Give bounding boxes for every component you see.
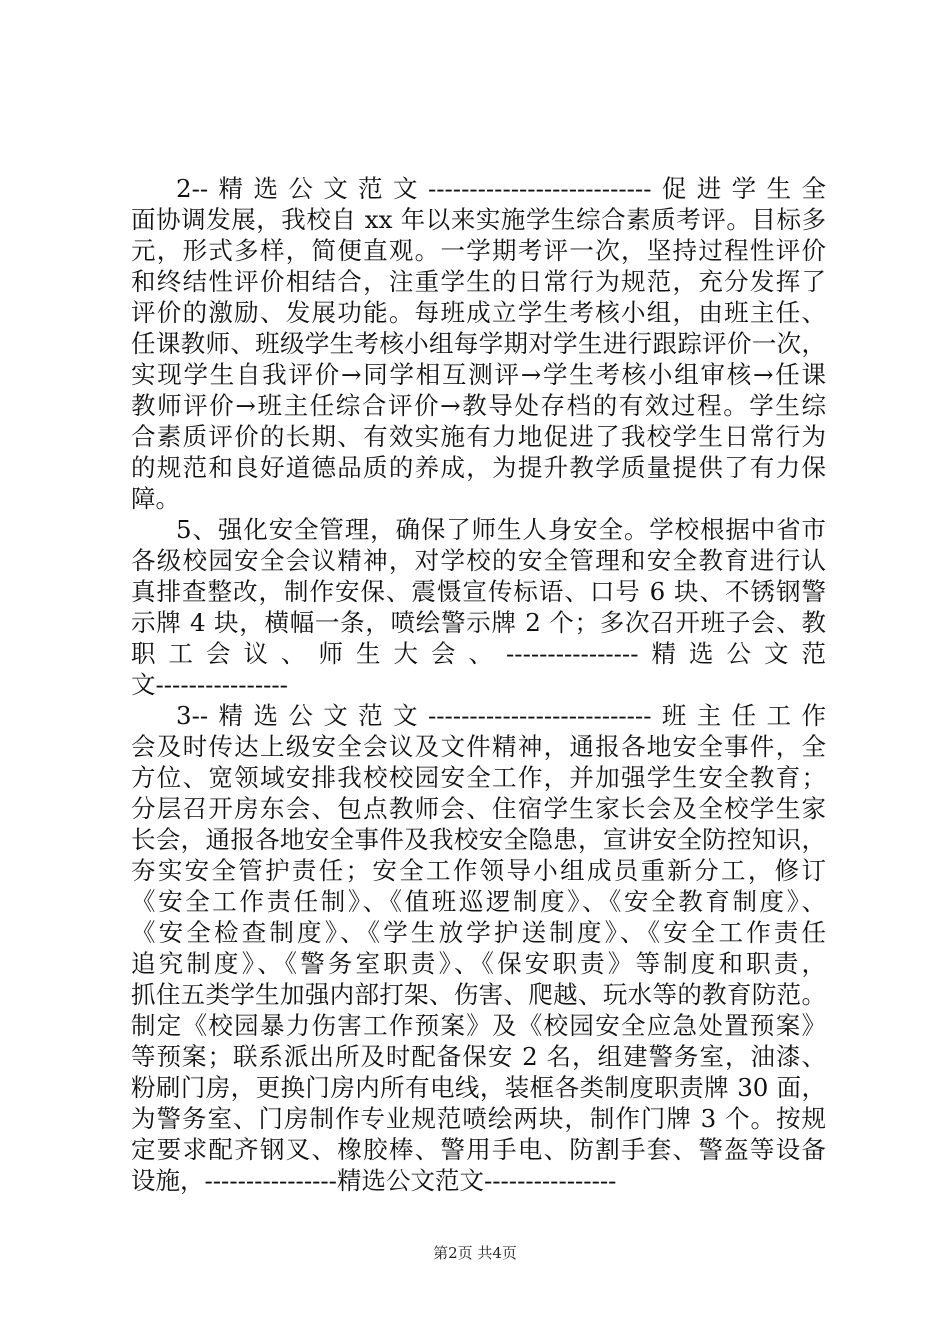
text-line: 教师评价→班主任综合评价→教导处存档的有效过程。学生综 <box>131 391 826 420</box>
text-line: 评价的激励、发展功能。每班成立学生考核小组，由班主任、 <box>131 298 826 327</box>
page-footer: 第2页 共4页 <box>433 1244 517 1262</box>
text-line: 元，形式多样，简便直观。一学期考评一次，坚持过程性评价 <box>131 236 826 265</box>
text-line: 2--精选公文范文---------------------------促进学生全 <box>176 174 826 203</box>
text-line: 职工会议、师生大会、----------------精选公文范 <box>131 639 826 668</box>
text-line: 的规范和良好道德品质的养成，为提升教学质量提供了有力保 <box>131 453 826 482</box>
text-line: 为警务室、门房制作专业规范喷绘两块，制作门牌 3 个。按规 <box>131 1104 826 1133</box>
text-line: 分层召开房东会、包点教师会、住宿学生家长会及全校学生家 <box>131 794 826 823</box>
text-line: 追究制度》、《警务室职责》、《保安职责》等制度和职责， <box>131 949 826 978</box>
text-line: 面协调发展，我校自 xx 年以来实施学生综合素质考评。目标多 <box>131 205 826 234</box>
text-line: 各级校园安全会议精神，对学校的安全管理和安全教育进行认 <box>131 546 826 575</box>
text-line: 设施，----------------精选公文范文---------------- <box>131 1166 617 1195</box>
text-line: 文---------------- <box>131 670 288 699</box>
text-line: 方位、宽领域安排我校校园安全工作，并加强学生安全教育； <box>131 763 826 792</box>
text-line: 制定《校园暴力伤害工作预案》及《校园安全应急处置预案》 <box>131 1011 826 1040</box>
text-line: 实现学生自我评价→同学相互测评→学生考核小组审核→任课 <box>131 360 826 389</box>
text-line: 定要求配齐钢叉、橡胶棒、警用手电、防割手套、警盔等设备 <box>131 1135 826 1164</box>
text-line: 《安全工作责任制》、《值班巡逻制度》、《安全教育制度》、 <box>131 887 826 916</box>
text-line: 《安全检查制度》、《学生放学护送制度》、《安全工作责任 <box>131 918 826 947</box>
text-line: 3--精选公文范文---------------------------班主任工作 <box>176 701 826 730</box>
text-line: 抓住五类学生加强内部打架、伤害、爬越、玩水等的教育防范。 <box>131 980 826 1009</box>
text-line: 任课教师、班级学生考核小组每学期对学生进行跟踪评价一次， <box>131 329 826 358</box>
text-line: 合素质评价的长期、有效实施有力地促进了我校学生日常行为 <box>131 422 826 451</box>
text-line: 5、强化安全管理，确保了师生人身安全。学校根据中省市 <box>176 515 826 544</box>
text-line: 会及时传达上级安全会议及文件精神，通报各地安全事件，全 <box>131 732 826 761</box>
text-line: 示牌 4 块，横幅一条，喷绘警示牌 2 个；多次召开班子会、教 <box>131 608 826 637</box>
text-line: 障。 <box>131 484 180 513</box>
text-line: 真排查整改，制作安保、震慑宣传标语、口号 6 块、不锈钢警 <box>131 577 826 606</box>
text-line: 长会，通报各地安全事件及我校安全隐患，宣讲安全防控知识， <box>131 825 826 854</box>
text-line: 粉刷门房，更换门房内所有电线，装框各类制度职责牌 30 面， <box>131 1073 826 1102</box>
text-line: 和终结性评价相结合，注重学生的日常行为规范，充分发挥了 <box>131 267 826 296</box>
text-line: 夯实安全管护责任；安全工作领导小组成员重新分工，修订 <box>131 856 826 885</box>
text-line: 等预案；联系派出所及时配备保安 2 名，组建警务室，油漆、 <box>131 1042 826 1071</box>
